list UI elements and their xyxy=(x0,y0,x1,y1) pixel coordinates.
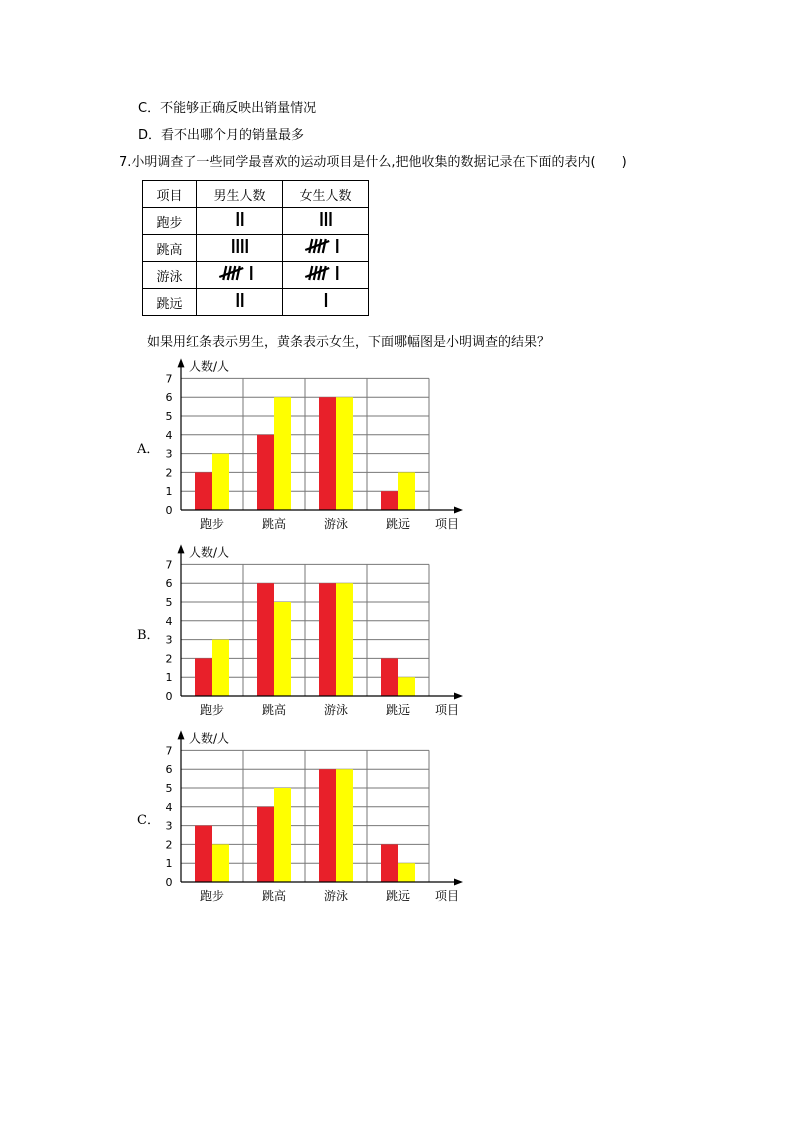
bar-red xyxy=(195,472,212,510)
x-tick-label: 跑步 xyxy=(199,517,225,531)
option-d-text: D．看不出哪个月的销量最多 xyxy=(138,128,305,143)
y-tick-label: 6 xyxy=(165,763,173,777)
y-axis-label: 人数/人 xyxy=(189,545,230,560)
tally-mark xyxy=(296,235,356,257)
bar-red xyxy=(319,769,336,882)
y-tick-label: 5 xyxy=(165,596,173,609)
y-tick-label: 4 xyxy=(165,428,173,442)
tally-stroke xyxy=(223,266,226,280)
option-b-label: B． xyxy=(137,628,160,643)
x-tick-label: 跳远 xyxy=(385,703,411,717)
y-axis-label: 人数/人 xyxy=(189,359,230,374)
x-axis-arrow xyxy=(454,693,463,700)
table-row xyxy=(143,235,369,262)
x-axis-label: 项目 xyxy=(435,517,460,531)
tally-cell xyxy=(197,235,283,262)
x-axis-label: 项目 xyxy=(435,889,460,903)
y-tick-label: 3 xyxy=(165,447,173,461)
tally-cell xyxy=(197,262,283,289)
y-tick-label: 0 xyxy=(165,690,173,703)
x-tick-label: 游泳 xyxy=(323,703,349,717)
option-c-label: C． xyxy=(137,813,160,828)
x-tick-label: 跳高 xyxy=(261,703,287,717)
x-tick-label: 游泳 xyxy=(323,517,349,531)
x-axis-arrow xyxy=(454,507,463,514)
tally-table xyxy=(142,180,369,316)
y-tick-label: 7 xyxy=(165,558,173,572)
tally-stroke xyxy=(322,266,325,280)
y-tick-label: 1 xyxy=(165,857,173,871)
bar-yellow xyxy=(398,677,415,696)
table-header: 项目 xyxy=(143,181,197,208)
y-tick-label: 0 xyxy=(165,504,173,517)
bar-red xyxy=(257,807,274,882)
tally-stroke xyxy=(322,239,325,253)
bar-red xyxy=(319,397,336,510)
bar-red xyxy=(381,491,398,510)
x-tick-label: 跑步 xyxy=(199,889,225,903)
tally-cell xyxy=(197,208,283,235)
table-row xyxy=(143,208,369,235)
table-header: 女生人数 xyxy=(283,181,369,208)
option-c-text: C．不能够正确反映出销量情况 xyxy=(138,101,317,116)
bar-yellow xyxy=(336,583,353,696)
tally-cell xyxy=(283,235,369,262)
chart-prompt-text: 如果用红条表示男生，黄条表示女生，下面哪幅图是小明调查的结果？ xyxy=(147,335,551,350)
y-tick-label: 2 xyxy=(165,838,173,852)
table-header-row xyxy=(143,181,369,208)
y-tick-label: 2 xyxy=(165,652,173,666)
y-axis-arrow xyxy=(178,730,185,739)
bar-yellow xyxy=(212,454,229,510)
x-axis-label: 项目 xyxy=(435,703,460,717)
x-tick-label: 游泳 xyxy=(323,889,349,903)
x-tick-label: 跳远 xyxy=(385,889,411,903)
bar-yellow xyxy=(274,397,291,510)
bar-red xyxy=(257,435,274,510)
y-axis-arrow xyxy=(178,544,185,553)
y-tick-label: 1 xyxy=(165,671,173,685)
chart-b xyxy=(155,538,475,726)
tally-stroke xyxy=(309,239,312,253)
y-tick-label: 3 xyxy=(165,633,173,647)
bar-red xyxy=(195,658,212,696)
chart-a xyxy=(155,352,475,540)
bar-yellow xyxy=(398,472,415,510)
bar-red xyxy=(319,583,336,696)
tally-mark xyxy=(210,262,270,284)
bar-red xyxy=(195,826,212,882)
tally-cell xyxy=(283,262,369,289)
table-row xyxy=(143,289,369,316)
bar-yellow xyxy=(212,844,229,882)
y-tick-label: 5 xyxy=(165,410,173,423)
tally-cell xyxy=(283,208,369,235)
question-7-text: 7.小明调查了一些同学最喜欢的运动项目是什么,把他收集的数据记录在下面的表内( ) xyxy=(119,155,627,170)
x-tick-label: 跑步 xyxy=(199,703,225,717)
bar-yellow xyxy=(336,769,353,882)
x-tick-label: 跳高 xyxy=(261,889,287,903)
tally-mark xyxy=(210,208,270,230)
y-tick-label: 2 xyxy=(165,466,173,480)
y-tick-label: 7 xyxy=(165,744,173,758)
tally-cross-stroke xyxy=(305,241,329,250)
bar-yellow xyxy=(274,602,291,696)
y-axis-label: 人数/人 xyxy=(189,731,230,746)
tally-mark xyxy=(210,235,270,257)
bar-yellow xyxy=(398,863,415,882)
item-cell: 游泳 xyxy=(143,262,197,289)
y-tick-label: 7 xyxy=(165,372,173,386)
y-tick-label: 1 xyxy=(165,485,173,499)
x-tick-label: 跳高 xyxy=(261,517,287,531)
tally-mark xyxy=(210,289,270,311)
y-tick-label: 4 xyxy=(165,800,173,814)
tally-mark xyxy=(296,289,356,311)
y-tick-label: 6 xyxy=(165,391,173,405)
bar-red xyxy=(381,844,398,882)
item-cell: 跳远 xyxy=(143,289,197,316)
bar-red xyxy=(381,658,398,696)
y-tick-label: 3 xyxy=(165,819,173,833)
tally-stroke xyxy=(309,266,312,280)
option-a-label: A． xyxy=(137,442,160,457)
bar-yellow xyxy=(212,640,229,696)
bar-yellow xyxy=(274,788,291,882)
y-tick-label: 0 xyxy=(165,876,173,889)
tally-mark xyxy=(296,262,356,284)
item-cell: 跑步 xyxy=(143,208,197,235)
table-row xyxy=(143,262,369,289)
item-cell: 跳高 xyxy=(143,235,197,262)
x-tick-label: 跳远 xyxy=(385,517,411,531)
tally-cell xyxy=(283,289,369,316)
tally-cross-stroke xyxy=(219,268,243,277)
y-axis-arrow xyxy=(178,358,185,367)
tally-cell xyxy=(197,289,283,316)
y-tick-label: 6 xyxy=(165,577,173,591)
x-axis-arrow xyxy=(454,879,463,886)
tally-mark xyxy=(296,208,356,230)
y-tick-label: 4 xyxy=(165,614,173,628)
bar-red xyxy=(257,583,274,696)
tally-stroke xyxy=(236,266,239,280)
table-header: 男生人数 xyxy=(197,181,283,208)
y-tick-label: 5 xyxy=(165,782,173,795)
bar-yellow xyxy=(336,397,353,510)
tally-cross-stroke xyxy=(305,268,329,277)
chart-c xyxy=(155,724,475,912)
